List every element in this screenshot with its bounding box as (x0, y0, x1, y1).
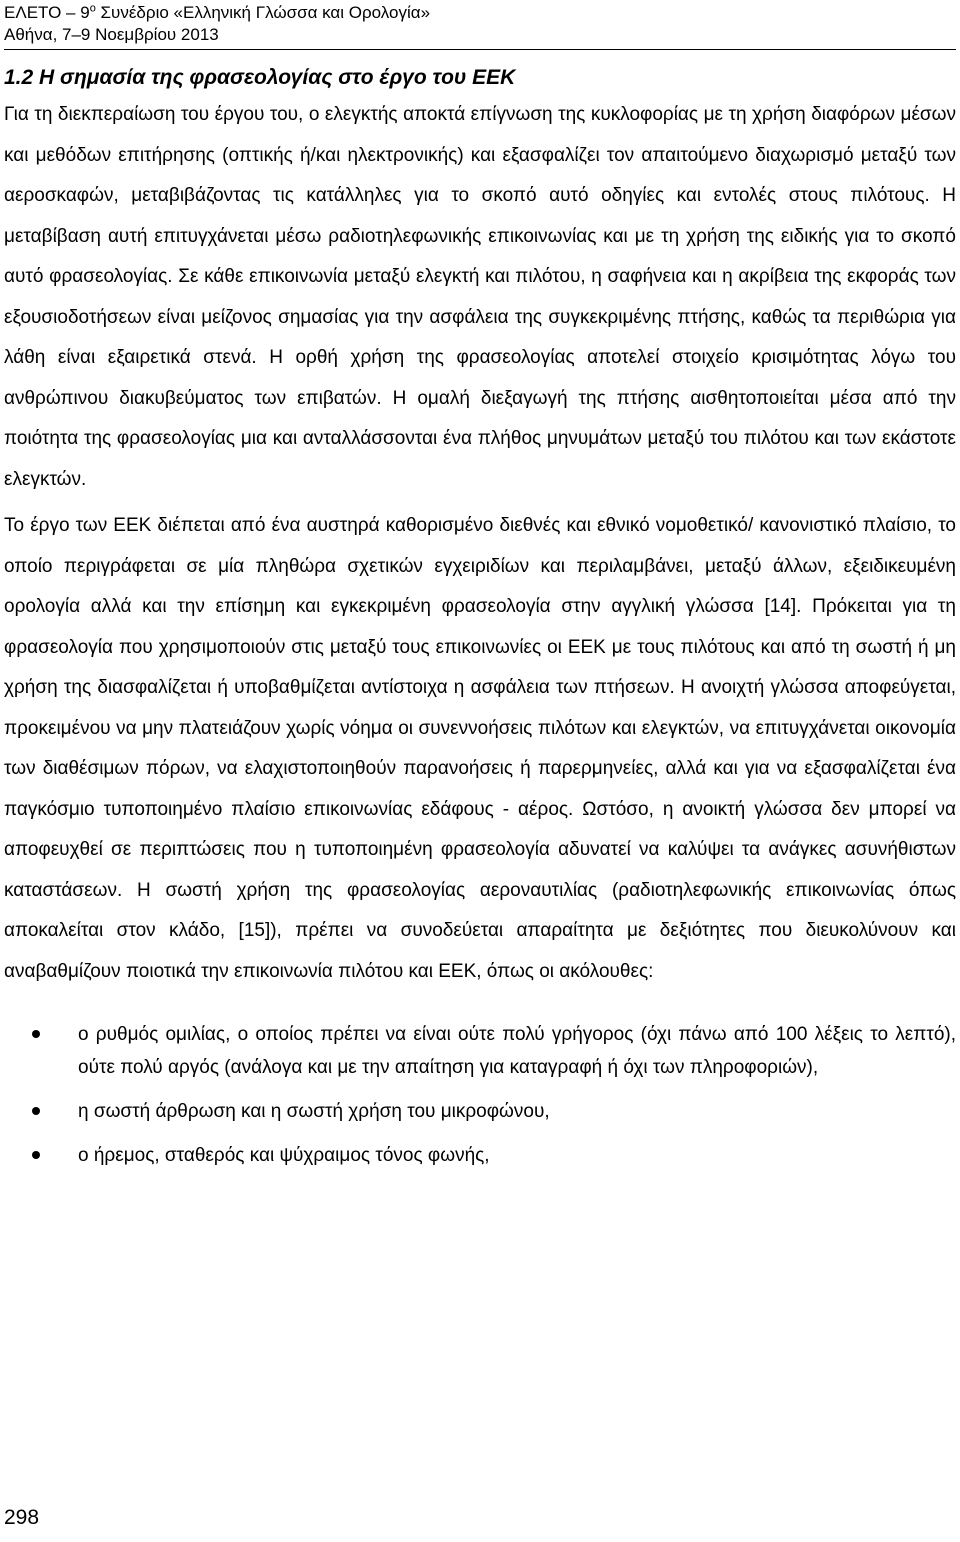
list-item-text: ο ήρεμος, σταθερός και ψύχραιμος τόνος φωνής, (78, 1145, 490, 1166)
ordinal-superscript: ο (89, 2, 96, 15)
section-title: 1.2 Η σημασία της φρασεολογίας στο έργο του ΕΕΚ (4, 66, 516, 89)
conference-title-prefix: ΕΛΕΤΟ – 9 (4, 3, 90, 22)
list-item (4, 1095, 956, 1128)
list-item (4, 1018, 956, 1084)
list-item-text: ο ρυθμός ομιλίας, ο οποίος πρέπει να είναι ούτε πολύ γρήγορος (όχι πάνω από 100 λέξεις το λεπτό), ούτε πολύ αργός (ανάλογα και με την απαίτηση για καταγραφή ή όχι των πληροφοριών), (78, 1024, 956, 1078)
paragraph-1: Για τη διεκπεραίωση του έργου του, ο ελεγκτής αποκτά επίγνωση της κυκλοφορίας με τη χρήση διαφόρων μέσων και μεθόδων επιτήρησης (οπτικής ή/και ηλεκτρονικής) και εξασφαλίζει τον απαιτούμενο διαχωρισμό μεταξύ των αεροσκαφών, μεταβιβάζοντας τις κατάλληλες για το σκοπό αυτό οδηγίες και εντολές στους πιλότους. Η μεταβίβαση αυτή επιτυγχάνεται μέσω ραδιοτηλεφωνικής επικοινωνίας και με τη χρήση της ειδικής για το σκοπό αυτό φρασεολογίας. Σε κάθε επικοινωνία μεταξύ ελεγκτή και πιλότου, η σαφήνεια και η ακρίβεια της εκφοράς των εξουσιοδοτήσεων είναι μείζονος σημασίας για την ασφάλεια της συγκεκριμένης πτήσης, καθώς τα περιθώρια για λάθη είναι εξαιρετικά στενά. Η ορθή χρήση της φρασεολογίας αποτελεί στοιχείο κρισιμότητας λόγω του ανθρώπινου διακυβεύματος των επιβατών. Η ομαλή διεξαγωγή της πτήσης αισθητοποιείται μέσα από την ποιότητα της φρασεολογίας μια και ανταλλάσσονται ένα πλήθος μηνυμάτων μεταξύ του πιλότου και των εκάστοτε ελεγκτών. (4, 104, 956, 490)
list-item (4, 1139, 956, 1172)
bullet-list (4, 1018, 956, 1172)
bullet-icon (32, 1151, 40, 1159)
page-number: 298 (4, 1506, 40, 1529)
list-item-text: η σωστή άρθρωση και η σωστή χρήση του μικροφώνου, (78, 1101, 550, 1122)
header-divider (4, 49, 956, 50)
conference-title-suffix: Συνέδριο «Ελληνική Γλώσσα και Ορολογία» (95, 3, 431, 22)
bullet-icon (32, 1030, 40, 1038)
running-header (4, 2, 430, 46)
conference-location-date: Αθήνα, 7–9 Νοεμβρίου 2013 (4, 25, 219, 44)
conference-title (4, 2, 430, 24)
body-content (4, 95, 956, 1172)
bullet-icon (32, 1107, 40, 1115)
paragraph-2: Το έργο των ΕΕΚ διέπεται από ένα αυστηρά καθορισμένο διεθνές και εθνικό νομοθετικό/ κανονιστικό πλαίσιο, το οποίο περιγράφεται σε μία πληθώρα σχετικών εγχειριδίων και περιλαμβάνει, μεταξύ άλλων, εξειδικευμένη ορολογία αλλά και την επίσημη και εγκεκριμένη φρασεολογία στην αγγλική γλώσσα [14]. Πρόκειται για τη φρασεολογία που χρησιμοποιούν στις μεταξύ τους επικοινωνίες οι ΕΕΚ με τους πιλότους και από τη σωστή ή μη χρήση της διασφαλίζεται ή υποβαθμίζεται αντίστοιχα η ασφάλεια των πτήσεων. Η ανοιχτή γλώσσα αποφεύγεται, προκειμένου να μην πλατειάζουν χωρίς νόημα οι συνεννοήσεις πιλότων και ελεγκτών, να επιτυγχάνεται οικονομία των διαθέσιμων πόρων, να ελαχιστοποιηθούν παρανοήσεις ή παρερμηνείες, αλλά και για να εξασφαλίζεται ένα παγκόσμιο τυποποιημένο πλαίσιο επικοινωνίας εδάφους - αέρος. Ωστόσο, η ανοικτή γλώσσα δεν μπορεί να αποφευχθεί σε περιπτώσεις που η τυποποιημένη φρασεολογία αδυνατεί να καλύψει τα ανάγκες ασυνήθιστων καταστάσεων. Η σωστή χρήση της φρασεολογίας αεροναυτιλίας (ραδιοτηλεφωνικής επικοινωνίας όπως αποκαλείται στον κλάδο, [15]), πρέπει να συνοδεύεται απαραίτητα με δεξιότητες που διευκολύνουν και αναβαθμίζουν ποιοτικά την επικοινωνία πιλότου και ΕΕΚ, όπως οι ακόλουθες: (4, 515, 956, 982)
